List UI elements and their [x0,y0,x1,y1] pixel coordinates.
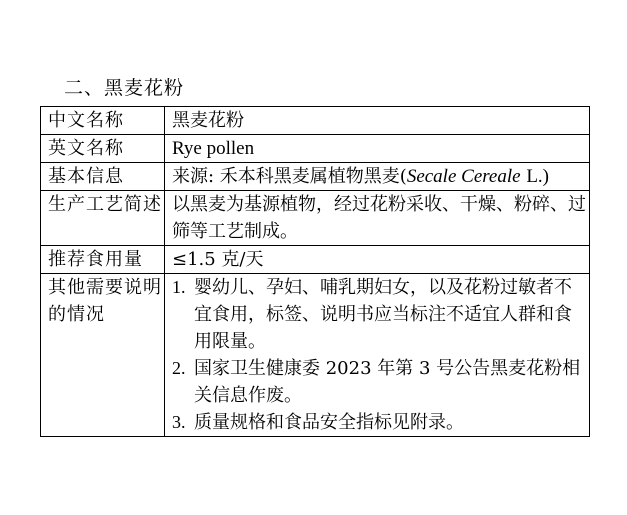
note-text: 婴幼儿、孕妇、哺乳期妇女，以及花粉过敏者不宜食用，标签、说明书应当标注不适宜人群和食用限量。 [194,277,572,352]
table-row [41,246,590,274]
note-number: 3. [172,412,186,432]
note-number: 2. [172,358,186,378]
row-label: 推荐食用量 [41,246,165,274]
table-row [41,191,590,246]
table-row [41,274,590,437]
table-row [41,135,590,163]
list-item [172,355,589,409]
row-value [165,274,590,437]
source-prefix: 来源: 禾本科黑麦属植物黑麦( [172,166,407,187]
row-label: 中文名称 [41,107,165,135]
row-value: 以黑麦为基源植物，经过花粉采收、干燥、粉碎、过筛等工艺制成。 [165,191,590,246]
source-suffix: L.) [526,166,550,187]
latin-name: Secale Cereale [406,166,521,187]
table-row [41,163,590,191]
note-text: 国家卫生健康委 2023 年第 3 号公告黑麦花粉相关信息作废。 [194,358,581,406]
notes-list [172,274,589,436]
row-value: 黑麦花粉 [165,107,590,135]
row-value: Rye pollen [165,135,590,163]
list-item [172,274,589,355]
note-number: 1. [172,277,186,297]
row-label: 生产工艺简述 [41,191,165,246]
row-label: 其他需要说明的情况 [41,274,165,437]
info-table [40,106,590,437]
row-value: ≤1.5 克/天 [165,246,590,274]
note-text: 质量规格和食品安全指标见附录。 [194,412,464,433]
list-item [172,409,589,436]
section-heading: 二、黑麦花粉 [64,77,185,99]
row-label: 基本信息 [41,163,165,191]
row-value [165,163,590,191]
table-row [41,107,590,135]
row-label: 英文名称 [41,135,165,163]
